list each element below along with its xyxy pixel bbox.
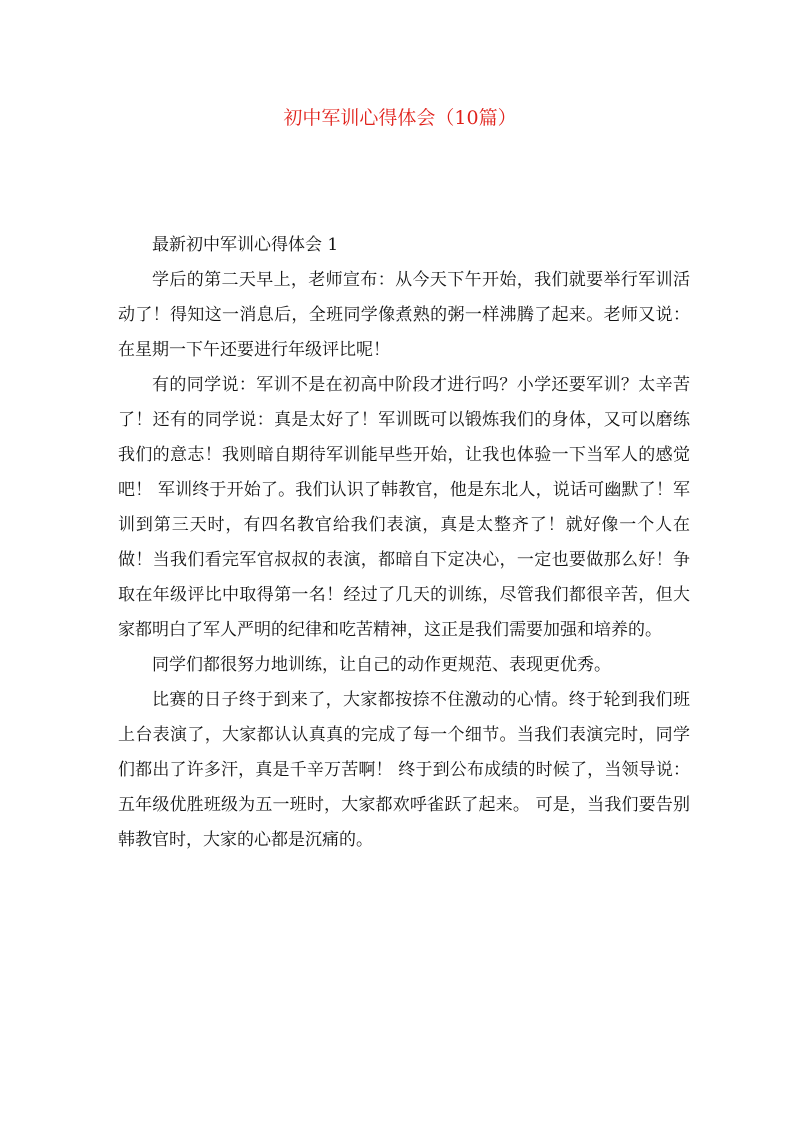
section-heading: 最新初中军训心得体会 1: [152, 235, 339, 255]
paragraph-2: 有的同学说：军训不是在初高中阶段才进行吗？小学还要军训？太辛苦了！还有的同学说：真是太好了！军训既可以锻炼我们的身体，又可以磨练我们的意志！我则暗自期待军训能早些开始，让我也体验一下当军人的感觉吧！ 军训终于开始了。我们认识了韩教官，他是东北人，说话可幽默了！军训到第三天时，有四名教官给我们表演，真是太整齐了！就好像一个人在做！当我们看完军官叔叔的表演，都暗自下定决心，一定也要做那么好！争取在年级评比中取得第一名！经过了几天的训练，尽管我们都很辛苦，但大家都明白了军人严明的纪律和吃苦精神，这正是我们需要加强和培养的。: [118, 375, 690, 640]
paragraph-1: 学后的第二天早上，老师宣布：从今天下午开始，我们就要举行军训活动了！得知这一消息后，全班同学像煮熟的粥一样沸腾了起来。老师又说：在星期一下午还要进行年级评比呢！: [118, 270, 690, 360]
paragraph-4: 比赛的日子终于到来了，大家都按捺不住激动的心情。终于轮到我们班上台表演了，大家都认认真真的完成了每一个细节。当我们表演完时，同学们都出了许多汗，真是千辛万苦啊！ 终于到公布成绩的时候了，当领导说：五年级优胜班级为五一班时，大家都欢呼雀跃了起来。 可是，当我们要告别韩教官时，大家的心都是沉痛的。: [118, 690, 690, 850]
paragraph-3: 同学们都很努力地训练，让自己的动作更规范、表现更优秀。: [152, 655, 611, 675]
document-body: [118, 228, 690, 858]
document-title: 初中军训心得体会（10篇）: [283, 107, 517, 129]
